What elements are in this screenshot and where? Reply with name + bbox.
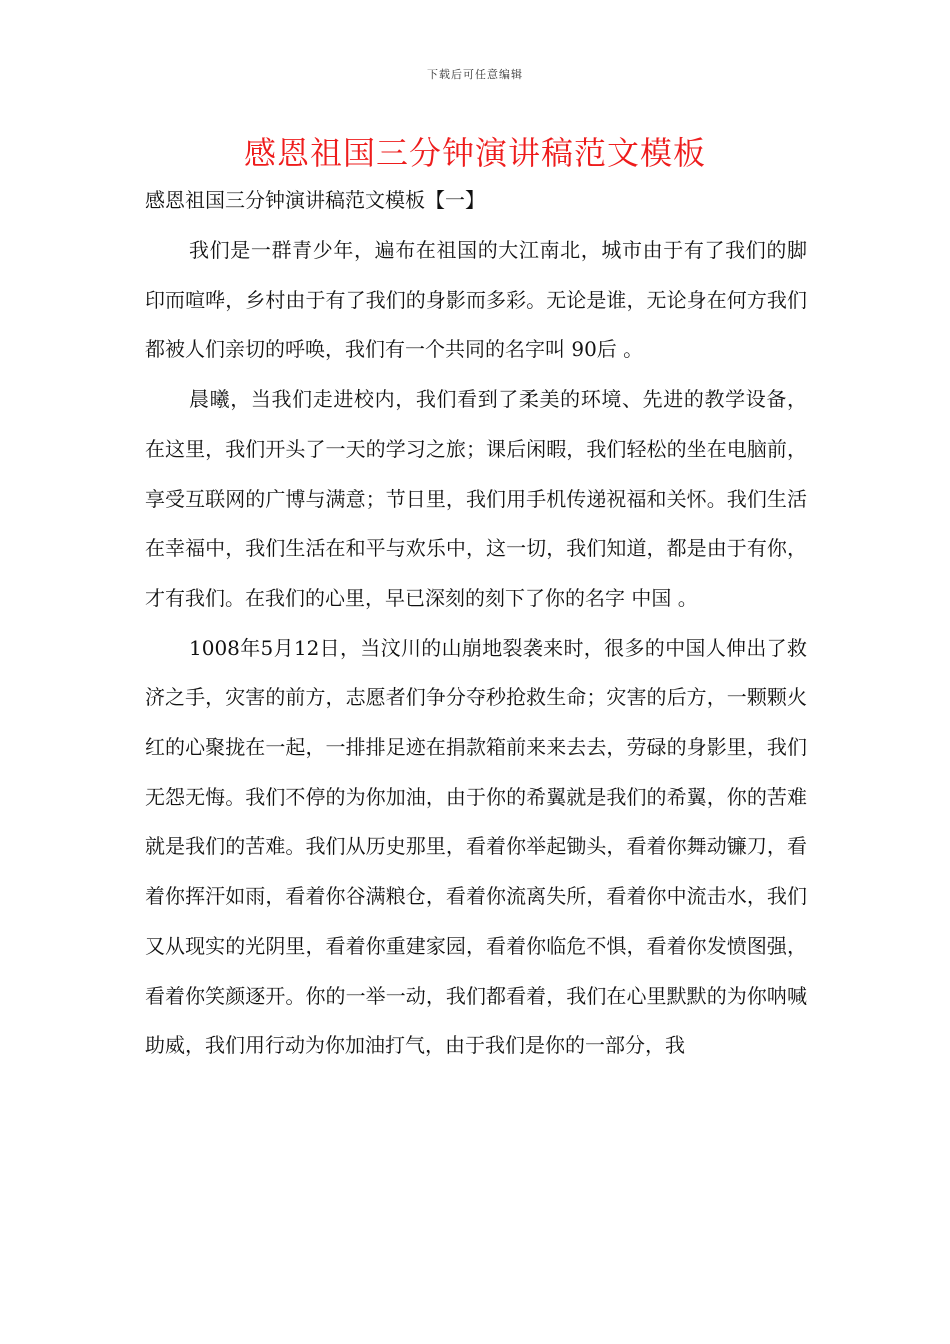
document-title: 感恩祖国三分钟演讲稿范文模板	[243, 134, 706, 172]
paragraph: 晨曦，当我们走进校内，我们看到了柔美的环境、先进的教学设备，在这里，我们开头了一天的学习之旅；课后闲暇，我们轻松的坐在电脑前，享受互联网的广博与满意；节日里，我们用手机传递祝福和关怀。我们生活在幸福中，我们生活在和平与欢乐中，这一切，我们知道，都是由于有你，才有我们。在我们的心里，早已深刻的刻下了你的名字 中国 。	[145, 387, 807, 610]
header-note: 下载后可任意编辑	[427, 68, 523, 81]
body-text	[145, 226, 807, 1071]
section-heading: 感恩祖国三分钟演讲稿范文模板【一】	[145, 188, 485, 212]
paragraph: 我们是一群青少年，遍布在祖国的大江南北，城市由于有了我们的脚印而喧哗，乡村由于有了我们的身影而多彩。无论是谁，无论身在何方我们都被人们亲切的呼唤，我们有一个共同的名字叫 90后 。	[145, 238, 807, 362]
paragraph: 1008年5月12日，当汶川的山崩地裂袭来时，很多的中国人伸出了救济之手，灾害的前方，志愿者们争分夺秒抢救生命；灾害的后方，一颗颗火红的心聚拢在一起，一排排足迹在捐款箱前来来去去，劳碌的身影里，我们无怨无悔。我们不停的为你加油，由于你的希翼就是我们的希翼，你的苦难就是我们的苦难。我们从历史那里，看着你举起锄头，看着你舞动镰刀，看着你挥汗如雨，看着你谷满粮仓，看着你流离失所，看着你中流击水，我们又从现实的光阴里，看着你重建家园，看着你临危不惧，看着你发愤图强，看着你笑颜逐开。你的一举一动，我们都看着，我们在心里默默的为你呐喊助威，我们用行动为你加油打气，由于我们是你的一部分，我	[145, 635, 807, 1058]
